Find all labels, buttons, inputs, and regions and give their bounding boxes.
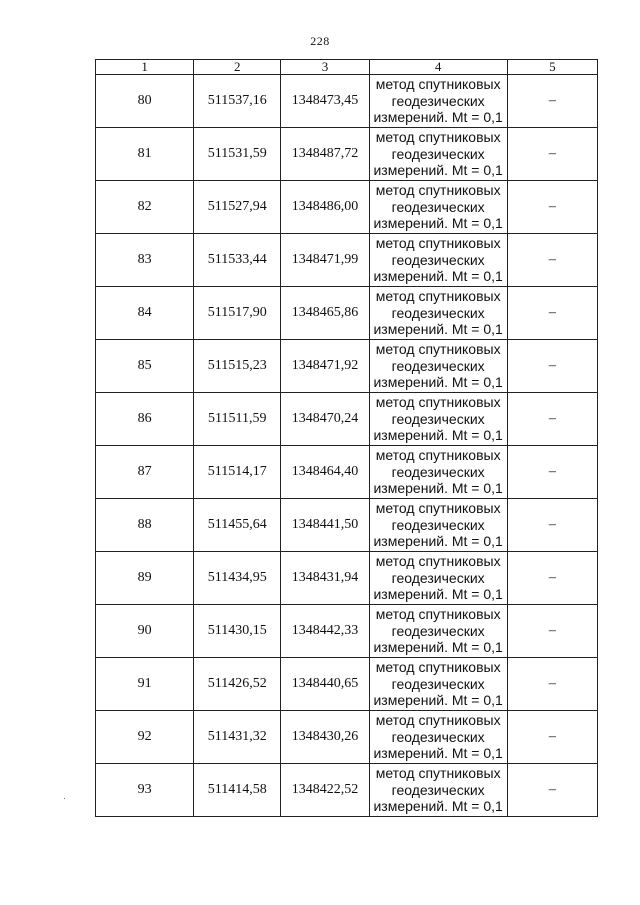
note-cell: – <box>507 552 597 605</box>
point-number-cell: 85 <box>96 340 194 393</box>
point-number-cell: 92 <box>96 711 194 764</box>
table-row <box>96 605 598 658</box>
table-header-row <box>96 60 598 75</box>
table-row <box>96 658 598 711</box>
method-cell <box>369 446 507 499</box>
method-text-line: измерений. Mt = 0,1 <box>373 321 503 338</box>
point-number-cell: 80 <box>96 75 194 128</box>
column-header-4: 4 <box>369 60 507 75</box>
y-coordinate-cell: 1348440,65 <box>281 658 369 711</box>
method-text-line: измерений. Mt = 0,1 <box>373 215 503 232</box>
y-coordinate-cell: 1348486,00 <box>281 181 369 234</box>
point-number-cell: 93 <box>96 764 194 817</box>
method-cell <box>369 605 507 658</box>
y-coordinate-cell: 1348471,99 <box>281 234 369 287</box>
method-text-line: метод спутниковых <box>375 500 501 517</box>
y-coordinate-cell: 1348465,86 <box>281 287 369 340</box>
y-coordinate-cell: 1348441,50 <box>281 499 369 552</box>
method-cell <box>369 658 507 711</box>
table-row <box>96 340 598 393</box>
table-row <box>96 764 598 817</box>
x-coordinate-cell: 511511,59 <box>194 393 281 446</box>
method-text-line: измерений. Mt = 0,1 <box>373 109 503 126</box>
method-text-line: геодезических <box>391 569 485 586</box>
table-row <box>96 181 598 234</box>
note-cell: – <box>507 181 597 234</box>
point-number-cell: 87 <box>96 446 194 499</box>
column-header-5: 5 <box>507 60 597 75</box>
method-cell <box>369 181 507 234</box>
method-text-line: измерений. Mt = 0,1 <box>373 268 503 285</box>
method-text-line: геодезических <box>391 357 485 374</box>
method-text-line: измерений. Mt = 0,1 <box>373 480 503 497</box>
method-text-line: измерений. Mt = 0,1 <box>373 586 503 603</box>
note-cell: – <box>507 711 597 764</box>
page-number: 228 <box>310 34 330 48</box>
method-text-line: геодезических <box>391 675 485 692</box>
note-cell: – <box>507 340 597 393</box>
method-text-line: геодезических <box>391 251 485 268</box>
method-cell <box>369 499 507 552</box>
method-text-line: измерений. Mt = 0,1 <box>373 374 503 391</box>
point-number-cell: 88 <box>96 499 194 552</box>
method-text-line: измерений. Mt = 0,1 <box>373 162 503 179</box>
method-text-line: геодезических <box>391 463 485 480</box>
table-row <box>96 552 598 605</box>
method-text-line: геодезических <box>391 728 485 745</box>
method-cell <box>369 711 507 764</box>
x-coordinate-cell: 511533,44 <box>194 234 281 287</box>
point-number-cell: 86 <box>96 393 194 446</box>
table-body <box>96 75 598 817</box>
method-text-line: геодезических <box>391 145 485 162</box>
method-text-line: метод спутниковых <box>375 182 501 199</box>
x-coordinate-cell: 511537,16 <box>194 75 281 128</box>
method-text-line: геодезических <box>391 622 485 639</box>
x-coordinate-cell: 511426,52 <box>194 658 281 711</box>
method-text-line: метод спутниковых <box>375 659 501 676</box>
x-coordinate-cell: 511514,17 <box>194 446 281 499</box>
coordinates-table <box>95 59 598 817</box>
y-coordinate-cell: 1348430,26 <box>281 711 369 764</box>
method-cell <box>369 393 507 446</box>
point-number-cell: 84 <box>96 287 194 340</box>
note-cell: – <box>507 287 597 340</box>
y-coordinate-cell: 1348442,33 <box>281 605 369 658</box>
point-number-cell: 83 <box>96 234 194 287</box>
method-text-line: метод спутниковых <box>375 606 501 623</box>
method-text-line: измерений. Mt = 0,1 <box>373 745 503 762</box>
table-row <box>96 446 598 499</box>
note-cell: – <box>507 764 597 817</box>
point-number-cell: 89 <box>96 552 194 605</box>
table-row <box>96 128 598 181</box>
x-coordinate-cell: 511414,58 <box>194 764 281 817</box>
y-coordinate-cell: 1348422,52 <box>281 764 369 817</box>
point-number-cell: 90 <box>96 605 194 658</box>
y-coordinate-cell: 1348431,94 <box>281 552 369 605</box>
table-row <box>96 75 598 128</box>
x-coordinate-cell: 511517,90 <box>194 287 281 340</box>
note-cell: – <box>507 75 597 128</box>
method-cell <box>369 340 507 393</box>
method-text-line: геодезических <box>391 198 485 215</box>
method-cell <box>369 234 507 287</box>
method-text-line: метод спутниковых <box>375 394 501 411</box>
note-cell: – <box>507 446 597 499</box>
x-coordinate-cell: 511531,59 <box>194 128 281 181</box>
column-header-2: 2 <box>194 60 281 75</box>
method-text-line: метод спутниковых <box>375 288 501 305</box>
method-text-line: измерений. Mt = 0,1 <box>373 692 503 709</box>
method-text-line: измерений. Mt = 0,1 <box>373 427 503 444</box>
y-coordinate-cell: 1348470,24 <box>281 393 369 446</box>
method-text-line: метод спутниковых <box>375 341 501 358</box>
x-coordinate-cell: 511515,23 <box>194 340 281 393</box>
method-text-line: метод спутниковых <box>375 765 501 782</box>
x-coordinate-cell: 511455,64 <box>194 499 281 552</box>
note-cell: – <box>507 393 597 446</box>
note-cell: – <box>507 605 597 658</box>
method-text-line: геодезических <box>391 92 485 109</box>
method-cell <box>369 552 507 605</box>
point-number-cell: 81 <box>96 128 194 181</box>
y-coordinate-cell: 1348487,72 <box>281 128 369 181</box>
table-row <box>96 711 598 764</box>
note-cell: – <box>507 499 597 552</box>
x-coordinate-cell: 511434,95 <box>194 552 281 605</box>
method-text-line: измерений. Mt = 0,1 <box>373 533 503 550</box>
table-row <box>96 287 598 340</box>
method-text-line: метод спутниковых <box>375 712 501 729</box>
y-coordinate-cell: 1348464,40 <box>281 446 369 499</box>
method-text-line: измерений. Mt = 0,1 <box>373 798 503 815</box>
method-text-line: метод спутниковых <box>375 447 501 464</box>
method-cell <box>369 75 507 128</box>
table-row <box>96 234 598 287</box>
method-text-line: измерений. Mt = 0,1 <box>373 639 503 656</box>
method-text-line: геодезических <box>391 410 485 427</box>
x-coordinate-cell: 511527,94 <box>194 181 281 234</box>
table-row <box>96 499 598 552</box>
method-text-line: геодезических <box>391 516 485 533</box>
x-coordinate-cell: 511431,32 <box>194 711 281 764</box>
table-row <box>96 393 598 446</box>
method-cell <box>369 128 507 181</box>
method-cell <box>369 764 507 817</box>
note-cell: – <box>507 234 597 287</box>
point-number-cell: 82 <box>96 181 194 234</box>
column-header-1: 1 <box>96 60 194 75</box>
y-coordinate-cell: 1348471,92 <box>281 340 369 393</box>
y-coordinate-cell: 1348473,45 <box>281 75 369 128</box>
note-cell: – <box>507 128 597 181</box>
note-cell: – <box>507 658 597 711</box>
method-text-line: метод спутниковых <box>375 76 501 93</box>
method-text-line: метод спутниковых <box>375 129 501 146</box>
point-number-cell: 91 <box>96 658 194 711</box>
x-coordinate-cell: 511430,15 <box>194 605 281 658</box>
column-header-3: 3 <box>281 60 369 75</box>
method-text-line: геодезических <box>391 304 485 321</box>
method-cell <box>369 287 507 340</box>
scan-artifact-dot <box>64 798 65 799</box>
method-text-line: метод спутниковых <box>375 553 501 570</box>
method-text-line: геодезических <box>391 781 485 798</box>
method-text-line: метод спутниковых <box>375 235 501 252</box>
